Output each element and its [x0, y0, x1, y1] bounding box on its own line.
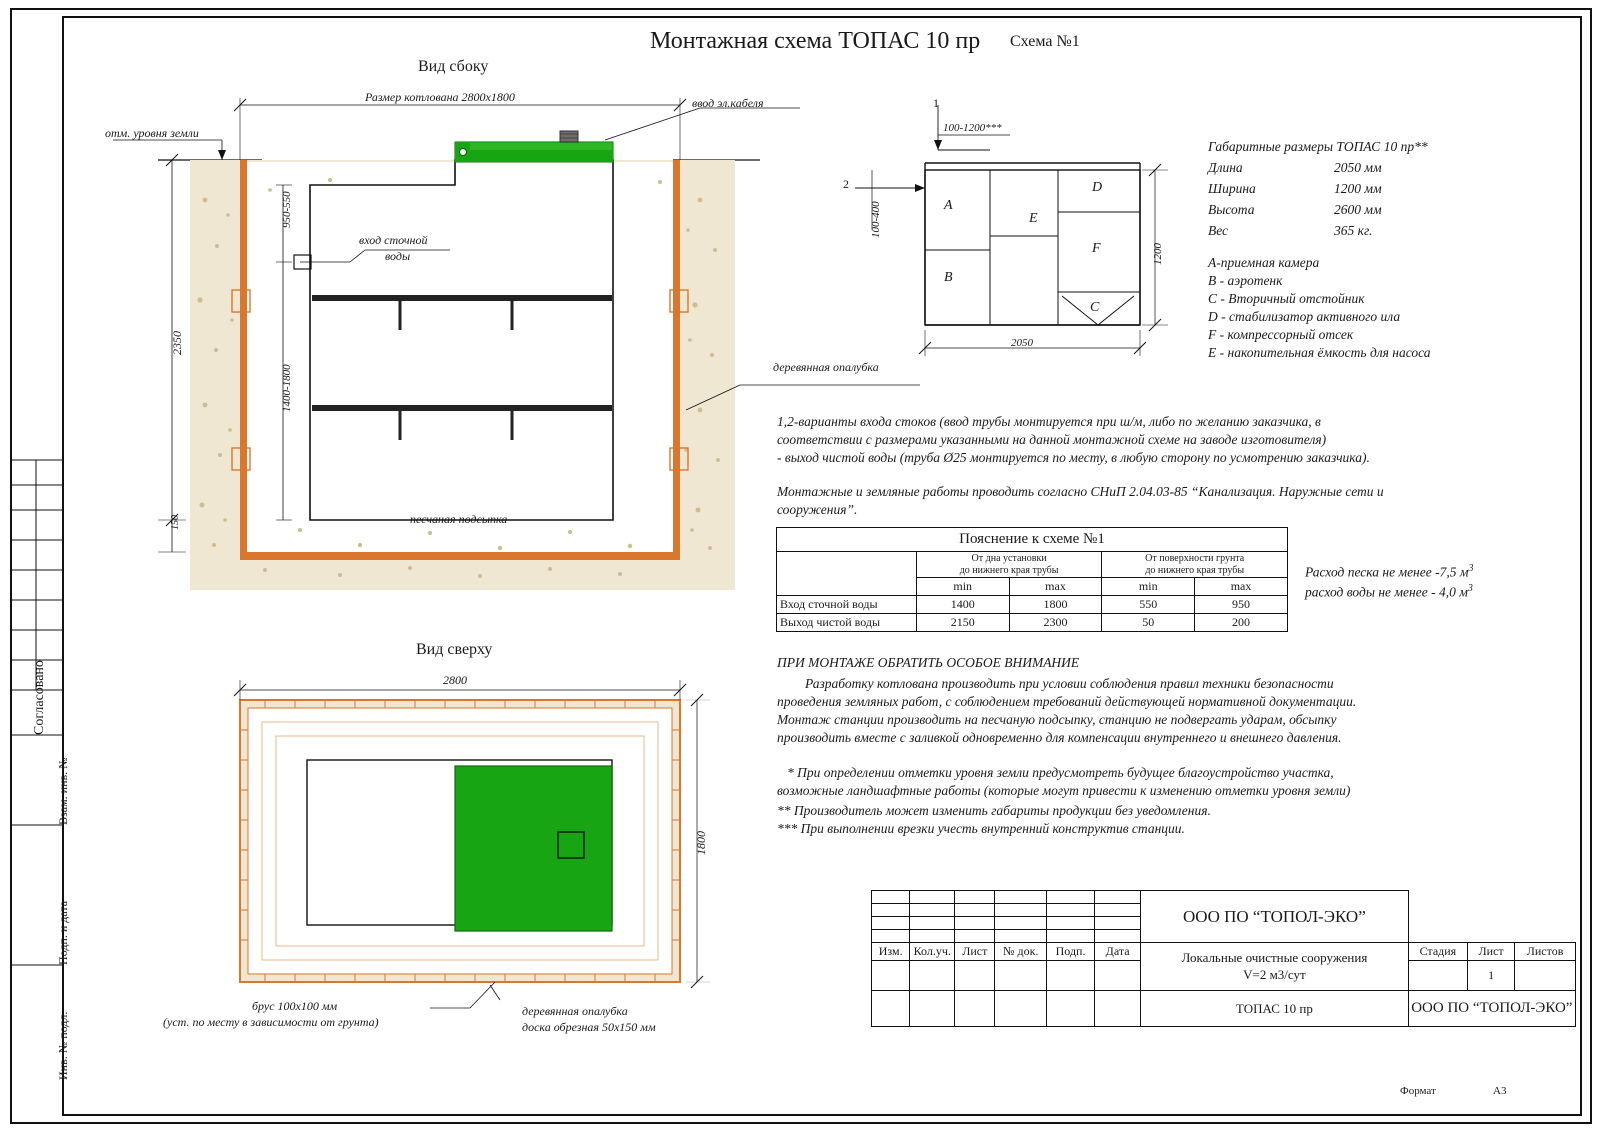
water-consumption-sup: 3 [1467, 583, 1473, 594]
dim-100-400: 100-400 [870, 201, 882, 238]
legend-item-c: С - Вторичный отстойник [1208, 291, 1365, 306]
table-sub-min-2: min [1102, 578, 1195, 596]
spec-value-3: 365 кг. [1334, 223, 1373, 238]
table-group-2 [1102, 552, 1288, 578]
chamber-e: E [1029, 211, 1038, 226]
note-attention-3: Монтаж станции производить на песчаную подсыпку, станцию не подвергать ударам, обсыпку [777, 712, 1337, 727]
table-sub-max-2: max [1195, 578, 1288, 596]
format-value: А3 [1493, 1085, 1507, 1097]
table-group-2-line1: От поверхности грунта [1145, 553, 1245, 564]
water-consumption [1305, 583, 1473, 601]
formwork-label-top-line1: деревянная опалубка [522, 1004, 628, 1018]
side-view-label: Вид сбоку [418, 58, 489, 75]
top-dim-2800: 2800 [443, 673, 467, 687]
note-star-2: возможные ландшафтные работы (которые могут привести к изменению отметки уровня земли) [777, 783, 1351, 798]
dim-1400-1800: 1400-1800 [281, 364, 293, 412]
note-snip-2: сооружения”. [777, 502, 858, 517]
cable-input-label: ввод эл.кабеля [692, 96, 764, 110]
dim-950-550: 950-550 [281, 191, 293, 228]
table-row [777, 614, 1288, 632]
table-row [777, 596, 1288, 614]
margin-vzam: Взам. инв. № [56, 757, 70, 825]
beam-label-line1: брус 100х100 мм [252, 999, 338, 1013]
stamp-col-data: Дата [1095, 943, 1141, 961]
legend-item-d: D - стабилизатор активного ила [1208, 309, 1401, 324]
stamp-col-podp: Подп. [1046, 943, 1094, 961]
beam-label-line2: (уст. по месту в зависимости от грунта) [163, 1015, 379, 1029]
note-snip-1: Монтажные и земляные работы проводить согласно СНиП 2.04.03-85 “Канализация. Наружные сети и [777, 484, 1384, 499]
spec-name-3: Вес [1208, 223, 1229, 238]
note-attention-2: проведения земляных работ, с соблюдением требований действующей нормативной документации. [777, 694, 1357, 709]
scheme-mark-2: 2 [843, 177, 849, 191]
scheme1-explanation-table [776, 527, 1288, 632]
chamber-b: B [944, 270, 953, 285]
stamp-col-izm: Изм. [872, 943, 910, 961]
note-attention-1: Разработку котлована производить при условии соблюдения правил техники безопасности [805, 676, 1334, 691]
stamp-company: ООО ПО “ТОПОЛ-ЭКО” [1141, 891, 1409, 943]
title-block [871, 890, 1576, 1027]
table-group-2-line2: до нижнего края трубы [1145, 564, 1245, 576]
chamber-a: A [944, 198, 953, 213]
stamp-col-koluch: Кол.уч. [910, 943, 955, 961]
scheme1-label: Схема №1 [1010, 33, 1080, 50]
margin-podp: Подп. и дата [56, 900, 70, 965]
table-cell-0-0: 1400 [916, 596, 1009, 614]
table-cell-1-3: 200 [1195, 614, 1288, 632]
stamp-sheet-header: Лист [1468, 943, 1515, 961]
table-cell-0-1: 1800 [1009, 596, 1102, 614]
table-cell-1-0: 2150 [916, 614, 1009, 632]
table-group-1-line1: От дна установки [971, 553, 1047, 564]
table-group-1-line2: до нижнего края трубы [959, 564, 1059, 576]
table-cell-1-1: 2300 [1009, 614, 1102, 632]
specs-header: Габаритные размеры ТОПАС 10 пр** [1208, 139, 1428, 154]
table-caption: Пояснение к схеме №1 [777, 528, 1288, 552]
top-dim-1800: 1800 [694, 831, 708, 855]
formwork-label-top-line2: доска обрезная 50х150 мм [522, 1020, 656, 1034]
stamp-object [1141, 943, 1409, 991]
waste-inlet-label-line2: воды [385, 249, 411, 263]
dim-2350: 2350 [170, 331, 184, 355]
note-star2: ** Производитель может изменить габариты продукции без уведомления. [777, 803, 1211, 818]
note-variants-1: 1,2-варианты входа стоков (ввод трубы монтируется при ш/м, либо по желанию заказчика, в [777, 414, 1321, 429]
table-cell-0-3: 950 [1195, 596, 1288, 614]
stamp-stage-value [1408, 961, 1467, 991]
stamp-object-line1: Локальные очистные сооружения [1181, 950, 1368, 966]
chamber-f: F [1092, 241, 1101, 256]
spec-value-0: 2050 мм [1334, 160, 1382, 175]
stamp-sheets-header: Листов [1515, 943, 1576, 961]
stamp-object-line2: V=2 м3/сут [1243, 966, 1306, 982]
spec-value-1: 1200 мм [1334, 181, 1382, 196]
table-group-1 [916, 552, 1102, 578]
dim-100-1200: 100-1200*** [943, 122, 1002, 134]
stamp-product: ТОПАС 10 пр [1141, 991, 1409, 1027]
water-consumption-text: расход воды не менее - 4,0 м [1305, 584, 1468, 600]
dim-1200: 1200 [1152, 243, 1164, 265]
note-attention-4: производить вместе с заливкой одновременно для компенсации внутреннего и внешнего давления. [777, 730, 1342, 745]
note-attention-header: ПРИ МОНТАЖЕ ОБРАТИТЬ ОСОБОЕ ВНИМАНИЕ [777, 655, 1080, 670]
stamp-col-list: Лист [955, 943, 995, 961]
table-sub-max-1: max [1009, 578, 1102, 596]
spec-name-1: Ширина [1208, 181, 1256, 196]
chamber-c: C [1090, 300, 1100, 315]
format-label: Формат [1400, 1085, 1436, 1097]
sand-consumption-text: Расход песка не менее -7,5 м [1305, 564, 1469, 580]
margin-soglasovano: Согласовано [32, 660, 47, 735]
legend-item-b: В - аэротенк [1208, 273, 1283, 288]
dim-150: 150 [170, 515, 181, 530]
table-row-label-1: Выход чистой воды [777, 614, 917, 632]
sand-bed-label: песчаная подсыпка [410, 512, 508, 526]
page-title: Монтажная схема ТОПАС 10 пр [650, 28, 981, 54]
stamp-sheets-value [1515, 961, 1576, 991]
legend-item-e: Е - накопительная ёмкость для насоса [1208, 345, 1431, 360]
sand-consumption-sup: 3 [1468, 563, 1474, 574]
note-variants-3: - выход чистой воды (труба Ø25 монтируется по месту, в любую сторону по усмотрению заказчика). [777, 450, 1370, 465]
ground-level-label: отм. уровня земли [105, 126, 199, 140]
waste-inlet-label-line1: вход сточной [359, 233, 428, 247]
note-star3: *** При выполнении врезки учесть внутренний конструктив станции. [777, 821, 1185, 836]
top-view-label: Вид сверху [416, 641, 493, 658]
legend-item-f: F - компрессорный отсек [1208, 327, 1354, 342]
stamp-stage-header: Стадия [1408, 943, 1467, 961]
stamp-col-ndok: № док. [995, 943, 1047, 961]
table-cell-1-2: 50 [1102, 614, 1195, 632]
pit-size-label: Размер котлована 2800х1800 [365, 90, 515, 104]
table-sub-min-1: min [916, 578, 1009, 596]
spec-name-0: Длина [1208, 160, 1243, 175]
spec-value-2: 2600 мм [1334, 202, 1382, 217]
formwork-label-side: деревянная опалубка [773, 360, 879, 374]
legend-item-a: А-приемная камера [1208, 255, 1320, 270]
stamp-company-2: ООО ПО “ТОПОЛ-ЭКО” [1408, 991, 1575, 1027]
margin-inv: Инв. № подл. [56, 1011, 70, 1080]
table-row-label-0: Вход сточной воды [777, 596, 917, 614]
spec-name-2: Высота [1208, 202, 1255, 217]
sand-consumption [1305, 563, 1473, 581]
scheme-mark-1: 1 [933, 96, 939, 110]
note-variants-2: соответствии с размерами указанными на данной монтажной схеме на заводе изготовителя) [777, 432, 1327, 447]
note-star-1: * При определении отметки уровня земли предусмотреть будущее благоустройство участка, [787, 765, 1334, 780]
chamber-d: D [1092, 180, 1103, 195]
stamp-sheet-value: 1 [1468, 961, 1515, 991]
table-cell-0-2: 550 [1102, 596, 1195, 614]
dim-2050: 2050 [1011, 337, 1033, 349]
